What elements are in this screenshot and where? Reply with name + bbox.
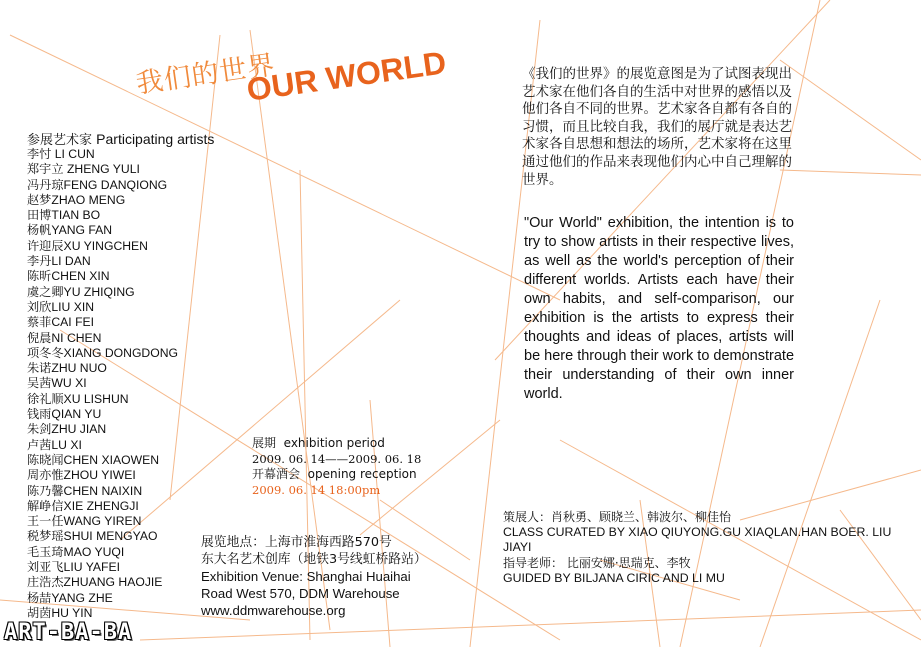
- venue-line2-cn: 东大名艺术创库（地铁3号线虹桥路站）: [201, 552, 427, 567]
- artist-name: 卢茜LU XI: [27, 437, 82, 452]
- title-english: OUR WORLD: [244, 44, 449, 108]
- guide-en: GUIDED BY BILJANA CIRIC AND LI MU: [503, 570, 725, 585]
- artist-name: 税梦瑶SHUI MENGYAO: [27, 529, 158, 544]
- artist-name: 朱剑ZHU JIAN: [27, 422, 107, 437]
- artist-list: [27, 147, 178, 621]
- artist-name: 毛玉琦MAO YUQI: [27, 544, 125, 559]
- artist-name: 徐礼顺XU LISHUN: [27, 391, 129, 406]
- artist-name: 冯丹琼FENG DANQIONG: [27, 177, 168, 192]
- artist-name: 许迎辰XU YINGCHEN: [27, 238, 148, 253]
- artist-name: 杨帆YANG FAN: [27, 223, 113, 238]
- art-ba-ba-logo: ART-BA-BA: [4, 620, 133, 645]
- venue-line1-cn: 展览地点：上海市淮海西路570号: [201, 535, 392, 550]
- exhibition-period: [252, 436, 421, 498]
- artist-name: 陈晓闻CHEN XIAOWEN: [27, 452, 160, 467]
- artist-name: 田博TIAN BO: [27, 208, 101, 223]
- description-english: "Our World" exhibition, the intention is to try to show artists in their respective lives, as well as the world's perception of their different worlds. Artists each have their own habits, and self-comparison, our exhibition is the artists to express their thoughts and ideas of places, artists will be here through their work to demonstrate their understanding of their own inner world.: [524, 215, 795, 402]
- venue-line4-en: Road West 570, DDM Warehouse: [201, 586, 400, 601]
- curator-en: CLASS CURATED BY XIAO QIUYONG.GU XIAQLAN.HAN BOER. LIU JIAYI: [503, 525, 892, 555]
- artist-name: 蔡菲CAI FEI: [27, 315, 95, 330]
- curators-info: [503, 510, 898, 586]
- period-label-cn: 展期: [252, 436, 277, 450]
- artist-name: 周亦惟ZHOU YIWEI: [27, 468, 136, 483]
- artist-name: 倪晨NI CHEN: [27, 330, 102, 345]
- venue-info: [201, 534, 427, 619]
- title-chinese: 我们的世界: [134, 49, 278, 100]
- venue-website-link[interactable]: www.ddmwarehouse.org: [201, 603, 346, 618]
- opening-label-cn: 开幕酒会: [252, 467, 301, 481]
- artist-name: 解峥信XIE ZHENGJI: [27, 498, 139, 513]
- artist-name: 李忖 LI CUN: [27, 147, 95, 161]
- artist-name: 胡茵HU YIN: [27, 605, 93, 620]
- artist-name: 刘欣LIU XIN: [27, 299, 95, 314]
- curator-cn: 策展人：肖秋勇、顾晓兰、韩波尔、柳佳怡: [503, 510, 732, 524]
- period-label-en: exhibition period: [283, 436, 385, 450]
- artists-heading-cn: 参展艺术家: [27, 133, 93, 148]
- description-chinese: 《我们的世界》的展览意图是为了试图表现出艺术家在他们各自的生活中对世界的感悟以及他们各自不同的世界。艺术家各自都有各自的习惯，而且比较自我，我们的展厅就是表达艺术家各自思想和想法的场所，艺术家将在这里通过他们的作品来表现他们内心中自己理解的世界。: [522, 66, 792, 188]
- artist-name: 李丹LI DAN: [27, 254, 91, 269]
- artist-name: 郑宇立 ZHENG YULI: [27, 162, 140, 177]
- artist-name: 赵梦ZHAO MENG: [27, 192, 126, 207]
- artist-name: 虞之卿YU ZHIQING: [27, 284, 135, 299]
- artist-name: 陈昕CHEN XIN: [27, 269, 110, 284]
- artist-name: 刘亚飞LIU YAFEI: [27, 560, 121, 575]
- opening-time: 2009. 06. 14 18:00pm: [252, 482, 381, 497]
- venue-line3-en: Exhibition Venue: Shanghai Huaihai: [201, 569, 411, 584]
- artist-name: 陈乃馨CHEN NAIXIN: [27, 483, 143, 498]
- artist-name: 庄浩杰ZHUANG HAOJIE: [27, 575, 163, 590]
- period-dates: 2009. 06. 14——2009. 06. 18: [252, 451, 422, 466]
- artist-name: 朱诺ZHU NUO: [27, 361, 107, 376]
- artists-heading: [27, 129, 214, 148]
- artist-name: 王一任WANG YIREN: [27, 514, 142, 529]
- artist-name: 钱雨QIAN YU: [27, 407, 102, 422]
- artist-name: 吴茜WU XI: [27, 376, 87, 391]
- artist-name: 项冬冬XIANG DONGDONG: [27, 345, 178, 360]
- artists-heading-en: Participating artists: [96, 131, 215, 147]
- guide-cn: 指导老师： 比丽安娜·思瑞克、李牧: [503, 555, 691, 570]
- artist-name: 杨喆YANG ZHE: [27, 590, 113, 605]
- opening-label-en: opening reception: [307, 467, 417, 481]
